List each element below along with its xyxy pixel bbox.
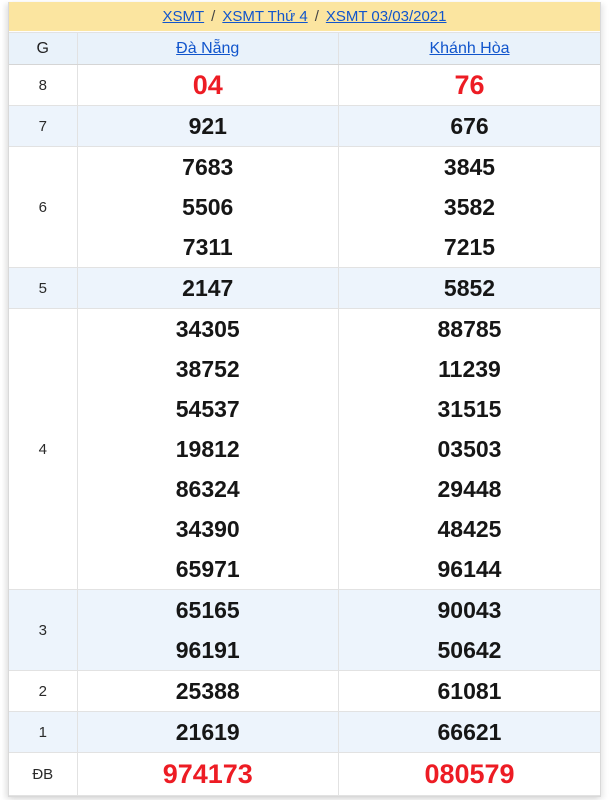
prize-number: 03503 bbox=[437, 435, 502, 462]
prize-number: 25388 bbox=[175, 677, 240, 704]
breadcrumb-link-xsmt-date[interactable]: XSMT 03/03/2021 bbox=[325, 8, 447, 25]
column-header-khanh-hoa bbox=[339, 33, 601, 65]
column-header-da-nang bbox=[77, 33, 339, 65]
prize-number: 29448 bbox=[437, 475, 502, 502]
prize-number: 38752 bbox=[175, 355, 240, 382]
lottery-results-page bbox=[0, 2, 609, 800]
prize-number: 7311 bbox=[182, 233, 233, 260]
table-row-g7 bbox=[9, 106, 600, 147]
prize-number: 88785 bbox=[437, 315, 502, 342]
prize-number: 21619 bbox=[175, 718, 240, 745]
khanh-hoa-link[interactable]: Khánh Hòa bbox=[429, 39, 510, 57]
prize-number: 2147 bbox=[182, 274, 234, 301]
prize-label: 1 bbox=[9, 712, 77, 753]
prize-number: 5506 bbox=[182, 193, 234, 220]
prize-number: 974173 bbox=[162, 758, 253, 789]
prize-label: 7 bbox=[9, 106, 77, 147]
table-header-row bbox=[9, 33, 600, 65]
breadcrumb-separator: / bbox=[211, 8, 216, 25]
prize-number: 19812 bbox=[175, 435, 240, 462]
da-nang-link[interactable]: Đà Nẵng bbox=[176, 39, 240, 57]
prize-label: 6 bbox=[9, 147, 77, 268]
breadcrumb-link-xsmt-thu-4[interactable]: XSMT Thứ 4 bbox=[222, 8, 308, 25]
prize-number: 90043 bbox=[437, 596, 502, 623]
lottery-results-card bbox=[8, 2, 601, 797]
table-row-g3 bbox=[9, 590, 600, 671]
prize-label: 8 bbox=[9, 65, 77, 106]
prize-label: 2 bbox=[9, 671, 77, 712]
column-header-g: G bbox=[9, 33, 77, 65]
prize-number: 04 bbox=[192, 69, 223, 100]
table-row-g4 bbox=[9, 309, 600, 590]
table-row-g1 bbox=[9, 712, 600, 753]
prize-number: 3582 bbox=[443, 193, 496, 220]
prize-number: 96144 bbox=[437, 555, 502, 582]
table-row-g6 bbox=[9, 147, 600, 268]
table-row-db bbox=[9, 753, 600, 796]
table-row-g2 bbox=[9, 671, 600, 712]
prize-number: 676 bbox=[450, 112, 489, 139]
prize-number: 61081 bbox=[437, 677, 502, 704]
prize-number: 11239 bbox=[438, 355, 501, 382]
prize-number: 080579 bbox=[424, 758, 515, 789]
prize-label: 3 bbox=[9, 590, 77, 671]
prize-number: 54537 bbox=[175, 395, 240, 422]
breadcrumb-separator: / bbox=[314, 8, 319, 25]
results-table bbox=[9, 32, 600, 796]
prize-number: 34390 bbox=[175, 515, 240, 542]
prize-number: 65971 bbox=[175, 555, 240, 582]
prize-number: 921 bbox=[188, 112, 227, 139]
prize-number: 34305 bbox=[175, 315, 240, 342]
prize-number: 3845 bbox=[443, 153, 496, 180]
prize-number: 48425 bbox=[437, 515, 502, 542]
table-row-g5 bbox=[9, 268, 600, 309]
prize-label: ĐB bbox=[9, 753, 77, 796]
prize-label: 5 bbox=[9, 268, 77, 309]
prize-number: 76 bbox=[454, 69, 485, 100]
prize-number: 86324 bbox=[175, 475, 240, 502]
breadcrumb bbox=[9, 2, 600, 32]
prize-number: 31515 bbox=[437, 395, 502, 422]
prize-number: 66621 bbox=[437, 718, 502, 745]
prize-number: 65165 bbox=[175, 596, 240, 623]
prize-number: 7683 bbox=[182, 153, 234, 180]
prize-number: 96191 bbox=[175, 636, 240, 663]
prize-number: 5852 bbox=[443, 274, 496, 301]
prize-label: 4 bbox=[9, 309, 77, 590]
prize-number: 50642 bbox=[437, 636, 502, 663]
table-row-g8 bbox=[9, 65, 600, 106]
prize-number: 7215 bbox=[443, 233, 496, 260]
breadcrumb-link-xsmt[interactable]: XSMT bbox=[162, 8, 205, 25]
